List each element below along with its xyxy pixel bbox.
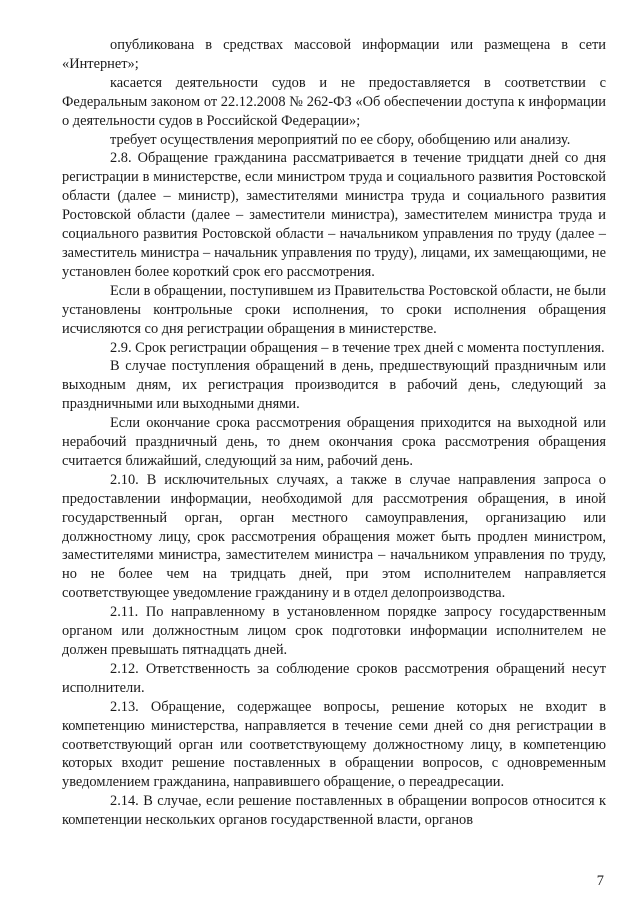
paragraph-2-14: 2.14. В случае, если решение поставленных в обращении вопросов относится к компетенции нескольких органов государственной власти, органов xyxy=(62,793,606,829)
document-page xyxy=(62,36,606,830)
paragraph-2-8: 2.8. Обращение гражданина рассматривается в течение тридцати дней со дня регистрации в министерстве, если министром труда и социального развития Ростовской области (далее – министр), заместителями министра труда и социального развития Ростовской области (далее – заместители министра), заместителем министра труда и социального развития Ростовской области – начальником управления по труду (далее – заместитель министра – начальник управления по труду), лицами, их замещающими, не установлен более короткий срок его рассмотрения. xyxy=(62,150,606,280)
paragraph-published-in-media: опубликована в средствах массовой информации или размещена в сети «Интернет»; xyxy=(62,37,606,72)
paragraph-deadline-on-holiday: Если окончание срока рассмотрения обращения приходится на выходной или нерабочий праздничный день, то днем окончания срока рассмотрения обращения считается ближайший, следующий за ним, рабочий день. xyxy=(62,415,606,469)
paragraph-2-9: 2.9. Срок регистрации обращения – в течение трех дней с момента поступления. xyxy=(110,339,605,356)
paragraph-requires-collection: требует осуществления мероприятий по ее сбору, обобщению или анализу. xyxy=(110,131,571,148)
paragraph-2-11: 2.11. По направленному в установленном порядке запросу государственным органом или должностным лицом срок подготовки информации исполнителем не должен превышать пятнадцать дней. xyxy=(62,604,606,658)
paragraph-2-10: 2.10. В исключительных случаях, а также в случае направления запроса о предоставлении информации, необходимой для рассмотрения обращения, в иной государственный орган, орган местного самоуправления, организацию или должностному лицу, срок рассмотрения обращения может быть продлен министром, заместителями министра, заместителем министра – начальником управления по труду, но не более чем на тридцать дней, при этом исполнителем направляется соответствующее уведомление гражданину и в отдел делопроизводства. xyxy=(62,471,606,602)
paragraph-2-13: 2.13. Обращение, содержащее вопросы, решение которых не входит в компетенцию министерства, направляется в течение семи дней со дня регистрации в соответствующий орган или соответствующему должностному лицу, в компетенцию которых входит решение поставленных в обращении вопросов, с одновременным уведомлением гражданина, направившего обращение, о переадресации. xyxy=(62,698,606,791)
page-number: 7 xyxy=(596,873,604,889)
paragraph-courts-activity: касается деятельности судов и не предоставляется в соответствии с Федеральным законом от 22.12.2008 № 262-ФЗ «Об обеспечении доступа к информации о деятельности судов в Российской Федерации»; xyxy=(62,74,606,129)
paragraph-holiday-registration: В случае поступления обращений в день, предшествующий праздничным или выходным дням, их регистрация производится в рабочий день, следующий за праздничными или выходными днями. xyxy=(62,358,606,413)
paragraph-control-deadlines: Если в обращении, поступившем из Правительства Ростовской области, не были установлены контрольные сроки исполнения, то сроки исполнения обращения исчисляются со дня регистрации обращения в министерстве. xyxy=(62,282,606,337)
paragraph-2-12: 2.12. Ответственность за соблюдение сроков рассмотрения обращений несут исполнители. xyxy=(62,660,606,696)
